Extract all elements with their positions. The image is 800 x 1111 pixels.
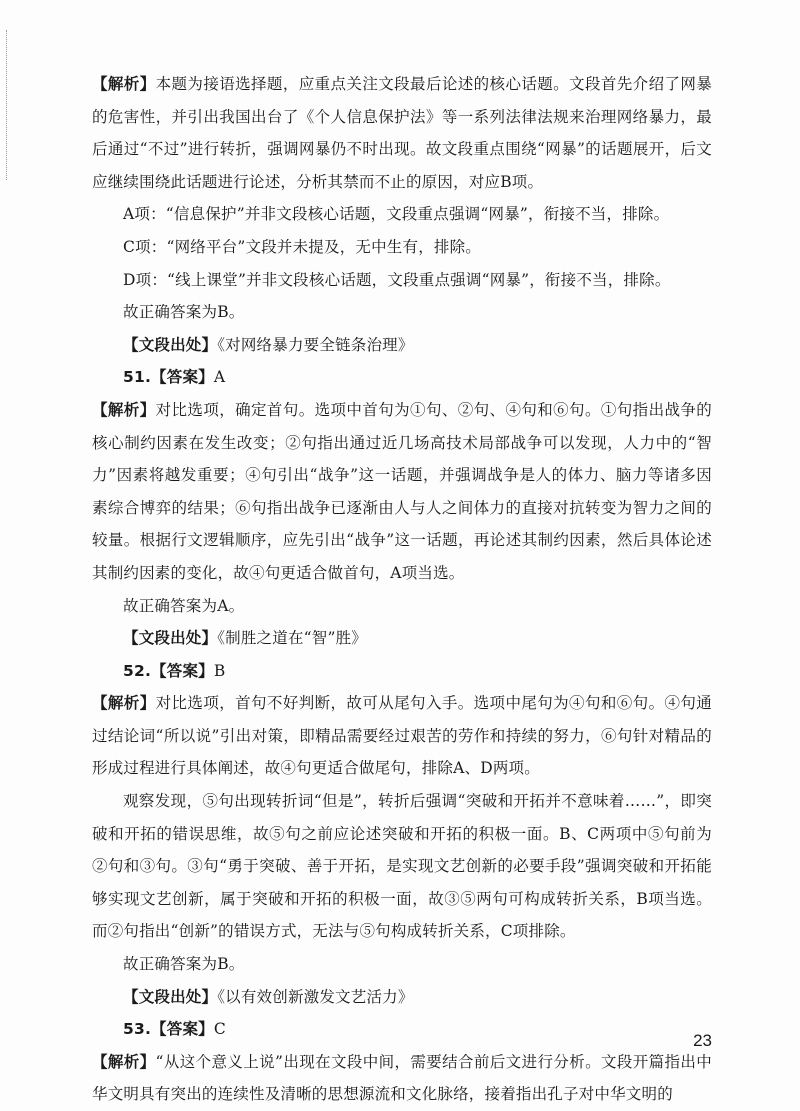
analysis-label: 【解析】 xyxy=(92,1052,156,1071)
source-label: 【文段出处】 xyxy=(123,629,218,648)
option-d-note xyxy=(92,264,712,297)
binding-margin-dots xyxy=(6,30,9,180)
source-line-q50 xyxy=(92,329,712,362)
analysis-text: “从这个意义上说”出现在文段中间，需要结合前后文进行分析。文段开篇指出中华文明具有突出的连续性及清晰的思想源流和文化脉络，接着指出孔子对中华文明的 xyxy=(92,1052,712,1104)
source-title: 《对网络暴力要全链条治理》 xyxy=(217,335,414,354)
correct-answer-text: 故正确答案为A。 xyxy=(123,596,245,615)
option-d-text: D项：“线上课堂”并非文段核心话题，文段重点强调“网暴”，衔接不当，排除。 xyxy=(123,270,671,289)
answer-line-q53 xyxy=(92,1013,712,1046)
answer-line-q51 xyxy=(92,361,712,394)
correct-answer-text: 故正确答案为B。 xyxy=(123,303,245,322)
answer-value: B xyxy=(213,661,226,680)
analysis-label: 【解析】 xyxy=(92,400,156,419)
analysis-text: 对比选项，首句不好判断，故可从尾句入手。选项中尾句为④句和⑥句。④句通过结论词“所以说”引出对策，即精品需要经过艰苦的劳作和持续的努力，⑥句针对精品的形成过程进行具体阐述，故④句更适合做尾句，排除A、D两项。 xyxy=(92,694,712,778)
answer-label: 53.【答案】 xyxy=(123,1020,214,1039)
analysis-label: 【解析】 xyxy=(92,75,156,93)
source-label: 【文段出处】 xyxy=(123,335,218,354)
analysis-paragraph-q52 xyxy=(92,687,712,785)
option-a-text: A项：“信息保护”并非文段核心话题，文段重点强调“网暴”，衔接不当，排除。 xyxy=(123,205,670,224)
option-c-text: C项：“网络平台”文段并未提及，无中生有，排除。 xyxy=(123,237,482,256)
answer-label: 52.【答案】 xyxy=(123,661,214,680)
analysis-continuation-q52 xyxy=(92,785,712,948)
answer-value: C xyxy=(213,1020,226,1039)
answer-label: 51.【答案】 xyxy=(123,368,214,387)
source-label: 【文段出处】 xyxy=(123,987,218,1006)
analysis-paragraph-q50 xyxy=(92,68,712,198)
answer-line-q52 xyxy=(92,655,712,688)
correct-answer-text: 故正确答案为B。 xyxy=(123,955,245,974)
source-line-q52 xyxy=(92,981,712,1014)
option-a-note xyxy=(92,198,712,231)
source-title: 《制胜之道在“智”胜》 xyxy=(217,629,368,648)
source-line-q51 xyxy=(92,622,712,655)
analysis-text: 对比选项，确定首句。选项中首句为①句、②句、④句和⑥句。①句指出战争的核心制约因素在发生改变；②句指出通过近几场高技术局部战争可以发现，人力中的“智力”因素将越发重要；④句引出“战争”这一话题，并强调战争是人的体力、脑力等诸多因素综合博弈的结果；⑥句指出战争已逐渐由人与人之间体力的直接对抗转变为智力之间的较量。根据行文逻辑顺序，应先引出“战争”这一话题，再论述其制约因素，然后具体论述其制约因素的变化，故④句更适合做首句，A项当选。 xyxy=(92,400,712,582)
source-title: 《以有效创新激发文艺活力》 xyxy=(217,987,414,1006)
analysis-paragraph-q51 xyxy=(92,394,712,590)
page-number: 23 xyxy=(693,1031,712,1050)
correct-answer-statement xyxy=(92,948,712,981)
answer-explanation-content xyxy=(92,68,712,1111)
analysis-label: 【解析】 xyxy=(92,694,156,713)
correct-answer-statement xyxy=(92,296,712,329)
analysis-text: 本题为接语选择题，应重点关注文段最后论述的核心话题。文段首先介绍了网暴的危害性，并引出我国出台了《个人信息保护法》等一系列法律法规来治理网络暴力，最后通过“不过”进行转折，强调网暴仍不时出现。故文段重点围绕“网暴”的话题展开，后文应继续围绕此话题进行论述，分析其禁而不止的原因，对应B项。 xyxy=(92,75,712,191)
answer-value: A xyxy=(213,368,226,387)
option-c-note xyxy=(92,231,712,264)
correct-answer-statement xyxy=(92,590,712,623)
analysis-paragraph-q53 xyxy=(92,1046,712,1111)
analysis-text: 观察发现，⑤句出现转折词“但是”，转折后强调“突破和开拓并不意味着……”，即突破和开拓的错误思维，故⑤句之前应论述突破和开拓的积极一面。B、C两项中⑤句前为②句和③句。③句“勇于突破、善于开拓，是实现文艺创新的必要手段”强调突破和开拓能够实现文艺创新，属于突破和开拓的积极一面，故③⑤两句可构成转折关系，B项当选。而②句指出“创新”的错误方式，无法与⑤句构成转折关系，C项排除。 xyxy=(92,792,712,941)
